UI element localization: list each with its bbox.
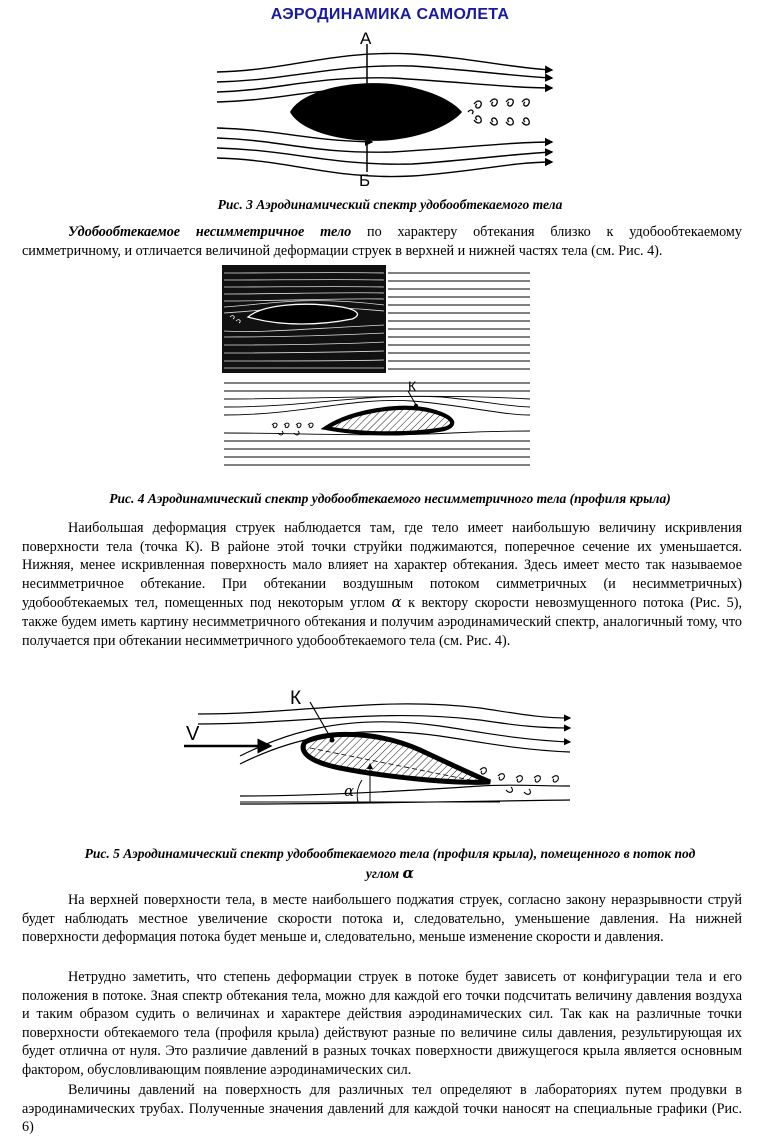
figure-4-caption: Рис. 4 Аэродинамический спектр удобообтекаемого несимметричного тела (профиля крыла) bbox=[109, 491, 671, 506]
caption-text: углом bbox=[365, 866, 403, 881]
paragraph-asymmetric-body bbox=[22, 223, 742, 260]
figure-5-caption-line1: Рис. 5 Аэродинамический спектр удобообтекаемого тела (профиля крыла), помещенного в поток под bbox=[84, 846, 696, 861]
paragraph-deformation-degree: Нетрудно заметить, что степень деформации струек в потоке будет зависеть от конфигурации тела и его положения в потоке. Зная спектр обтекания тела, можно для каждой его точки подсчитать величину давления воздуха и таким образом судить о величинах и характере действия аэродинамических сил. Так как на различные точки поверхности обтекаемого тела (профиля крыла) действуют разные по величине силы давления, результирующая их будет отлична от нуля. Это различие давлений в разных точках поверхности движущегося крыла является основным фактором, обусловливающим появление аэродинамических сил. bbox=[22, 969, 742, 1078]
label-alpha: α bbox=[344, 782, 355, 800]
label-k-fig4: К bbox=[408, 378, 417, 394]
caption-alpha: α bbox=[402, 864, 415, 882]
label-a: А bbox=[360, 30, 372, 48]
page-title: АЭРОДИНАМИКА САМОЛЕТА bbox=[270, 6, 510, 23]
paragraph-text-b: к вектору скорости невозмущенного потока (Рис. 5), также будем иметь картину несимметричного обтекания и получим аэродинамический спектр, аналогичный тому, что получается при обтекании несимметричного удобообтекаемого тела (см. Рис. 4). bbox=[22, 595, 742, 649]
paragraph-text-a: Наибольшая деформация струек наблюдается там, где тело имеет наибольшую величину искривления поверхности тела (точка К). В районе этой точки струйки поджимаются, поперечное сечение их уменьшается. Нижняя, менее искривленная поверхность мало влияет на характер обтекания. Здесь имеет место так называемое несимметричное обтекание. При обтекании воздушным потоком симметричных (и несимметричных) удобообтекаемых тел, помещенных под некоторым углом bbox=[22, 520, 742, 612]
figure-3-streamline-diagram bbox=[212, 30, 562, 190]
figure-3-caption: Рис. 3 Аэродинамический спектр удобообтекаемого тела bbox=[217, 197, 563, 212]
term-asymmetric-body: Удобообтекаемое несимметричное тело bbox=[68, 224, 352, 240]
figure-5-streamline-diagram bbox=[180, 686, 580, 816]
paragraph-max-deformation bbox=[22, 519, 742, 650]
figure-4-streamline-diagram bbox=[222, 265, 532, 485]
label-v: V bbox=[186, 723, 200, 745]
label-b: Б bbox=[359, 171, 371, 190]
label-k-fig5: К bbox=[290, 688, 302, 709]
figure-5-caption-line2 bbox=[0, 864, 780, 882]
alpha-symbol: α bbox=[391, 593, 402, 612]
paragraph-upper-surface: На верхней поверхности тела, в месте наибольшего поджатия струек, согласно закону неразрывности струй будет наблюдать местное увеличение скорости потока и, следовательно, уменьшение давления. На нижней поверхности деформация потока будет меньше и, следовательно, меньше изменение скорости и давления. bbox=[22, 892, 742, 946]
paragraph-text: по характеру обтекания близко к удобообтекаемому симметричному, и отличается величиной деформации струек в верхней и нижней частях тела (см. Рис. 4). bbox=[22, 224, 742, 259]
paragraph-pressure-values: Величины давлений на поверхность для различных тел определяют в лабораториях путем продувки в аэродинамических трубах. Полученные значения давлений для каждой точки наносят на специальные графики (Рис. 6) bbox=[22, 1082, 742, 1136]
